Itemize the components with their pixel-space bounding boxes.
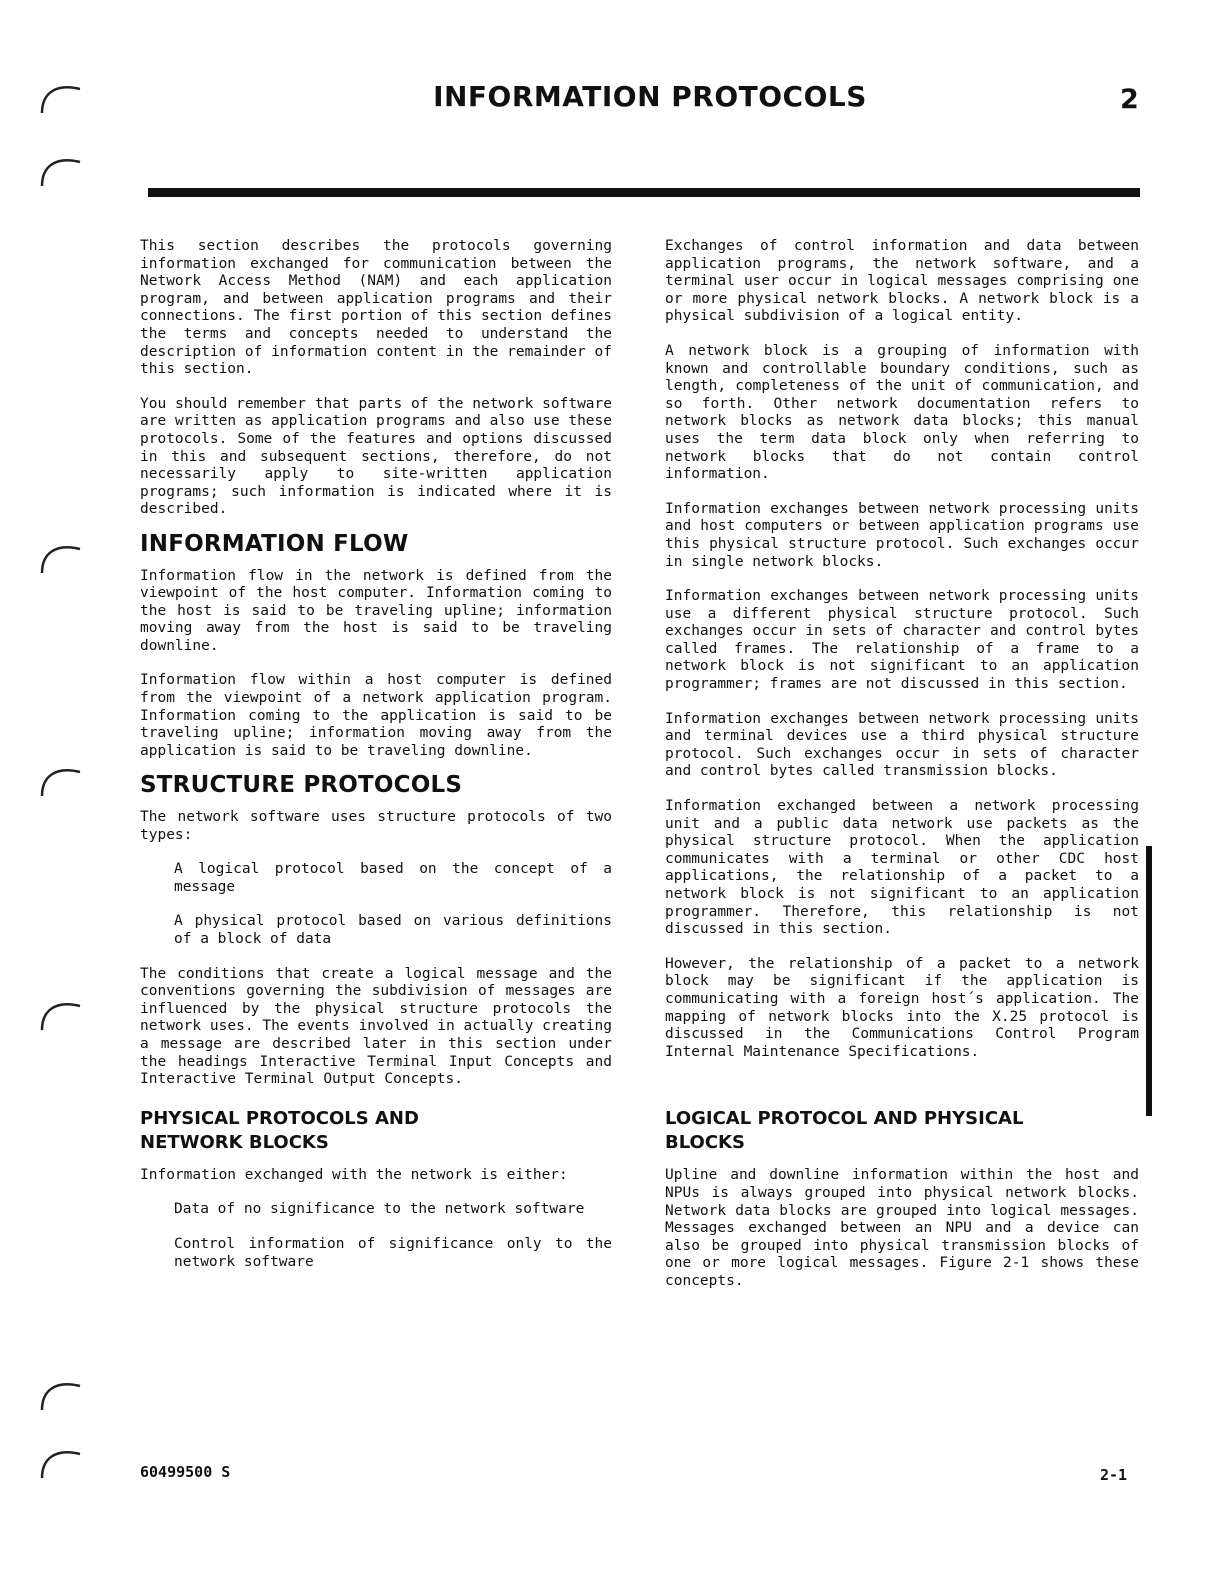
list-item: A physical protocol based on various definitions of a block of data <box>174 913 612 947</box>
intro-paragraph: You should remember that parts of the network software are written as application programs and also use these protocols. Some of the features and options discussed in this and subsequent sections, therefore, do not necessarily apply to site-written application programs; such information is indicated where it is described. <box>140 395 612 518</box>
paragraph: The network software uses structure protocols of two types: <box>140 809 612 843</box>
page-number: 2-1 <box>1100 1466 1128 1484</box>
binder-hole-mark <box>34 148 84 188</box>
binder-hole-mark <box>34 1440 84 1480</box>
revision-change-bar <box>1146 846 1152 1116</box>
paragraph: Information flow in the network is defined from the viewpoint of the host computer. Information coming to the host is said to be traveling upline; information moving away from the host is said to be traveling downline. <box>140 567 612 654</box>
binder-hole-mark <box>34 1372 84 1412</box>
paragraph: Information exchanged with the network is either: <box>140 1166 568 1183</box>
subsection-heading-logical-protocol: LOGICAL PROTOCOL AND PHYSICAL BLOCKS <box>665 1108 1024 1154</box>
paragraph: Exchanges of control information and data between application programs, the network software, and a terminal user occur in logical messages comprising one or more physical network blocks. A network block is a physical subdivision of a logical entity. <box>665 238 1139 325</box>
list-item: A logical protocol based on the concept of a message <box>174 861 612 895</box>
header-rule <box>148 188 1140 197</box>
binder-hole-mark <box>34 992 84 1032</box>
left-column <box>140 238 612 1288</box>
binder-hole-mark <box>34 758 84 798</box>
paragraph: Information exchanges between network processing units and terminal devices use a third physical structure protocol. Such exchanges occur in sets of character and control bytes called transmission blocks. <box>665 710 1139 780</box>
paragraph: The conditions that create a logical message and the conventions governing the subdivision of messages are influenced by the physical structure protocols the network uses. The events involved in actually creating a message are described later in this section under the headings Interactive Terminal Input Concepts and Interactive Terminal Output Concepts. <box>140 965 612 1088</box>
binder-hole-mark <box>34 535 84 575</box>
paragraph: However, the relationship of a packet to a network block may be significant if the application is communicating with a foreign host´s application. The mapping of network blocks into the X.25 protocol is discussed in the Communications Control Program Internal Maintenance Specifications. <box>665 955 1139 1060</box>
paragraph: A network block is a grouping of information with known and controllable boundary conditions, such as length, completeness of the unit of communication, and so forth. Other network documentation refers to network blocks as network data blocks; this manual uses the term data block only when referring to network blocks that do not contain control information. <box>665 342 1139 483</box>
paragraph: Information exchanged between a network processing unit and a public data network use packets as the physical structure protocol. When the application communicates with a terminal or other CDC host applications, the relationship of a packet to a network block is not significant to an application programmer. Therefore, this relationship is not discussed in this section. <box>665 798 1139 938</box>
subsection-heading-physical-protocols: PHYSICAL PROTOCOLS AND NETWORK BLOCKS <box>140 1107 419 1153</box>
list-item: Control information of significance only to the network software <box>174 1235 612 1270</box>
paragraph: Information exchanges between network processing units and host computers or between application programs use this physical structure protocol. Such exchanges occur in single network blocks. <box>665 500 1139 570</box>
section-heading-information-flow: INFORMATION FLOW <box>140 530 409 557</box>
section-heading-structure-protocols: STRUCTURE PROTOCOLS <box>140 772 463 799</box>
right-column <box>665 238 1139 1308</box>
paragraph: Information exchanges between network processing units use a different physical structure protocol. Such exchanges occur in sets of character and control bytes called frames. The relationship of a frame to a network block is not significant to an application programmer; frames are not discussed in this section. <box>665 588 1139 693</box>
paragraph: Upline and downline information within the host and NPUs is always grouped into physical network blocks. Network data blocks are grouped into logical messages. Messages exchanged between an NPU and a device can also be grouped into physical transmission blocks of one or more logical messages. Figure 2-1 shows these concepts. <box>665 1167 1139 1289</box>
chapter-number: 2 <box>1120 84 1139 115</box>
page-title: INFORMATION PROTOCOLS <box>433 80 867 113</box>
intro-paragraph: This section describes the protocols governing information exchanged for communication between the Network Access Method (NAM) and each application program, and between application programs and their connections. The first portion of this section defines the terms and concepts needed to understand the description of information content in the remainder of this section. <box>140 238 612 378</box>
list-item: Data of no significance to the network software <box>174 1201 585 1218</box>
document-number: 60499500 S <box>140 1463 231 1481</box>
paragraph: Information flow within a host computer is defined from the viewpoint of a network application program. Information coming to the application is said to be traveling upline; information moving away from the application is said to be traveling downline. <box>140 672 612 759</box>
